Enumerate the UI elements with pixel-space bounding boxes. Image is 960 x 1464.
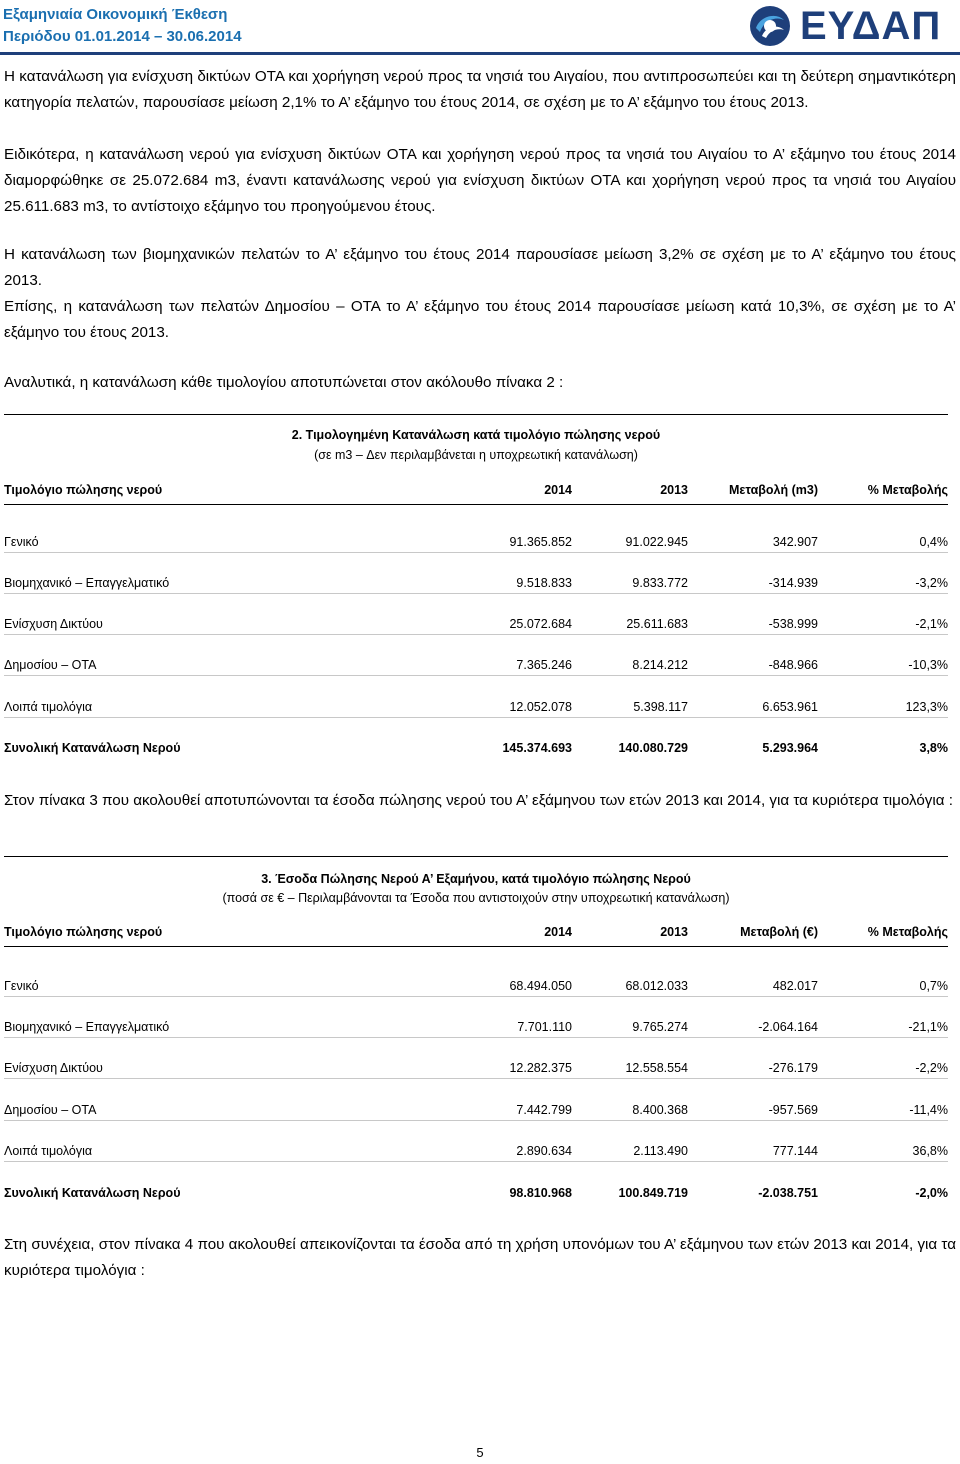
eydap-logo — [748, 4, 954, 48]
table-total-row — [4, 738, 948, 758]
table-row — [4, 573, 948, 594]
cell-pct: 123,3% — [905, 700, 948, 714]
cell-change: 6.653.961 — [762, 700, 818, 714]
table-top-rule — [4, 414, 948, 415]
header-rule — [4, 504, 948, 505]
table-top-rule — [4, 856, 948, 857]
table-row — [4, 532, 948, 553]
logo-wordmark: ΕΥΔΑΠ — [800, 4, 942, 48]
header-2014: 2014 — [544, 483, 572, 497]
table-row — [4, 1141, 948, 1162]
page-number: 5 — [476, 1445, 484, 1460]
row-label: Γενικό — [4, 979, 39, 993]
table-row — [4, 1058, 948, 1079]
header-pct-change: % Μεταβολής — [867, 483, 948, 497]
total-pct: -2,0% — [915, 1186, 948, 1200]
paragraph-ota-consumption: Η κατανάλωση για ενίσχυση δικτύων ΟΤΑ και χορήγηση νερού προς τα νησιά του Αιγαίου, που αντιπροσωπεύει και τη δεύτερη σημαντικότερη κατηγορία πελατών, παρουσίασε μείωση 2,1% το Α’ εξάμηνο του έτους 2014, σε σχέση με το Α’ εξάμηνο του έτους 2013. — [4, 68, 956, 111]
table-row — [4, 976, 948, 997]
table-total-row — [4, 1183, 948, 1203]
cell-2013: 91.022.945 — [625, 535, 688, 549]
cell-pct: 0,4% — [919, 535, 948, 549]
cell-2014: 12.052.078 — [509, 700, 572, 714]
cell-change: 777.144 — [772, 1144, 818, 1158]
cell-2013: 5.398.117 — [633, 700, 688, 714]
row-label: Δημοσίου – ΟΤΑ — [4, 658, 97, 672]
total-2014: 98.810.968 — [509, 1186, 572, 1200]
table-header-row — [4, 922, 948, 942]
cell-pct: 36,8% — [912, 1144, 948, 1158]
header-divider — [0, 52, 960, 55]
cell-2013: 12.558.554 — [625, 1061, 688, 1075]
header-rule — [4, 946, 948, 947]
cell-2013: 68.012.033 — [625, 979, 688, 993]
cell-pct: -10,3% — [908, 658, 948, 672]
header-tariff: Τιμολόγιο πώλησης νερού — [4, 925, 163, 939]
cell-2014: 7.701.110 — [517, 1020, 572, 1034]
table-caption: 2. Τιμολογημένη Κατανάλωση κατά τιμολόγιο πώλησης νερού — [291, 428, 661, 442]
total-pct: 3,8% — [919, 741, 948, 755]
header-pct-change: % Μεταβολής — [867, 925, 948, 939]
table-row — [4, 614, 948, 635]
cell-2013: 9.833.772 — [632, 576, 688, 590]
header-2013: 2013 — [660, 483, 688, 497]
total-label: Συνολική Κατανάλωση Νερού — [4, 741, 181, 755]
row-label: Λοιπά τιμολόγια — [4, 1144, 93, 1158]
cell-change: 482.017 — [772, 979, 818, 993]
cell-change: 342.907 — [772, 535, 818, 549]
cell-2014: 7.442.799 — [516, 1103, 572, 1117]
total-change: 5.293.964 — [762, 741, 818, 755]
cell-change: -314.939 — [768, 576, 818, 590]
cell-2013: 25.611.683 — [626, 617, 688, 631]
report-title: Εξαμηνιαία Οικονομική Έκθεση — [3, 6, 228, 23]
cell-pct: -2,2% — [915, 1061, 948, 1075]
logo-swirl-icon — [748, 4, 792, 48]
cell-2014: 7.365.246 — [516, 658, 572, 672]
cell-change: -538.999 — [768, 617, 818, 631]
total-change: -2.038.751 — [758, 1186, 818, 1200]
paragraph-industrial: Η κατανάλωση των βιομηχανικών πελατών το Α’ εξάμηνο του έτους 2014 παρουσίασε μείωση 3,2% σε σχέση με το Α’ εξάμηνο του έτους 2013. — [4, 246, 956, 289]
row-label: Ενίσχυση Δικτύου — [4, 1061, 103, 1075]
cell-pct: -2,1% — [915, 617, 948, 631]
cell-2013: 2.113.490 — [633, 1144, 688, 1158]
table-subcaption: (σε m3 – Δεν περιλαμβάνεται η υποχρεωτική κατανάλωση) — [314, 448, 638, 462]
header-change: Μεταβολή (m3) — [729, 483, 818, 497]
table-row — [4, 1017, 948, 1038]
total-2014: 145.374.693 — [502, 741, 572, 755]
cell-2014: 68.494.050 — [509, 979, 572, 993]
page-header — [0, 0, 960, 52]
cell-change: -957.569 — [768, 1103, 818, 1117]
cell-2014: 2.890.634 — [516, 1144, 572, 1158]
report-period: Περιόδου 01.01.2014 – 30.06.2014 — [3, 28, 242, 45]
cell-2013: 9.765.274 — [632, 1020, 688, 1034]
cell-pct: -3,2% — [915, 576, 948, 590]
cell-2014: 12.282.375 — [509, 1061, 572, 1075]
row-label: Λοιπά τιμολόγια — [4, 700, 93, 714]
row-label: Ενίσχυση Δικτύου — [4, 617, 103, 631]
row-label: Βιομηχανικό – Επαγγελματικό — [4, 576, 170, 590]
row-label: Βιομηχανικό – Επαγγελματικό — [4, 1020, 170, 1034]
row-label: Δημοσίου – ΟΤΑ — [4, 1103, 97, 1117]
paragraph-ota-details: Ειδικότερα, η κατανάλωση νερού για ενίσχυση δικτύων ΟΤΑ και χορήγηση νερού προς τα νησιά του Αιγαίου το Α’ εξάμηνο του έτους 2014 διαμορφώθηκε σε 25.072.684 m3, έναντι κατανάλωσης νερού για ενίσχυση δικτύων ΟΤΑ και χορήγηση νερού προς τα νησιά του Αιγαίου 25.611.683 m3, το αντίστοιχο εξάμηνο του προηγούμενου έτους. — [4, 146, 956, 215]
table-row — [4, 697, 948, 718]
cell-change: -2.064.164 — [758, 1020, 818, 1034]
cell-pct: -21,1% — [908, 1020, 948, 1034]
cell-change: -848.966 — [768, 658, 818, 672]
table-subcaption: (ποσά σε € – Περιλαμβάνονται τα Έσοδα που αντιστοιχούν στην υποχρεωτική κατανάλωση) — [222, 891, 730, 905]
cell-pct: 0,7% — [919, 979, 948, 993]
cell-2014: 25.072.684 — [509, 617, 572, 631]
paragraph-table3-intro: Στον πίνακα 3 που ακολουθεί αποτυπώνονται τα έσοδα πώλησης νερού του Α’ εξάμηνου των ετών 2013 και 2014, για τα κυριότερα τιμολόγια : — [4, 792, 953, 809]
header-tariff: Τιμολόγιο πώλησης νερού — [4, 483, 163, 497]
cell-2014: 9.518.833 — [516, 576, 572, 590]
paragraph-table4-intro: Στη συνέχεια, στον πίνακα 4 που ακολουθεί απεικονίζονται τα έσοδα από τη χρήση υπονόμων του Α’ εξάμηνου των ετών 2013 και 2014, για τα κυριότερα τιμολόγια : — [4, 1236, 956, 1279]
total-2013: 140.080.729 — [618, 741, 688, 755]
cell-2013: 8.400.368 — [632, 1103, 688, 1117]
cell-change: -276.179 — [768, 1061, 818, 1075]
total-label: Συνολική Κατανάλωση Νερού — [4, 1186, 181, 1200]
header-text — [3, 4, 242, 48]
table-caption: 3. Έσοδα Πώλησης Νερού Α’ Εξαμήνου, κατά τιμολόγιο πώλησης Νερού — [261, 872, 691, 886]
header-2013: 2013 — [660, 925, 688, 939]
table-row — [4, 1100, 948, 1121]
header-change: Μεταβολή (€) — [740, 925, 818, 939]
table-header-row — [4, 480, 948, 500]
paragraph-public-ota: Επίσης, η κατανάλωση των πελατών Δημοσίου – ΟΤΑ το Α’ εξάμηνο του έτους 2014 παρουσίασε μείωση κατά 10,3%, σε σχέση με το Α’ εξάμηνο του έτους 2013. — [4, 298, 956, 341]
header-2014: 2014 — [544, 925, 572, 939]
cell-2014: 91.365.852 — [509, 535, 572, 549]
table-row — [4, 655, 948, 676]
cell-2013: 8.214.212 — [632, 658, 688, 672]
cell-pct: -11,4% — [909, 1103, 948, 1117]
total-2013: 100.849.719 — [618, 1186, 688, 1200]
paragraph-table2-intro: Αναλυτικά, η κατανάλωση κάθε τιμολογίου αποτυπώνεται στον ακόλουθο πίνακα 2 : — [4, 374, 564, 391]
row-label: Γενικό — [4, 535, 39, 549]
